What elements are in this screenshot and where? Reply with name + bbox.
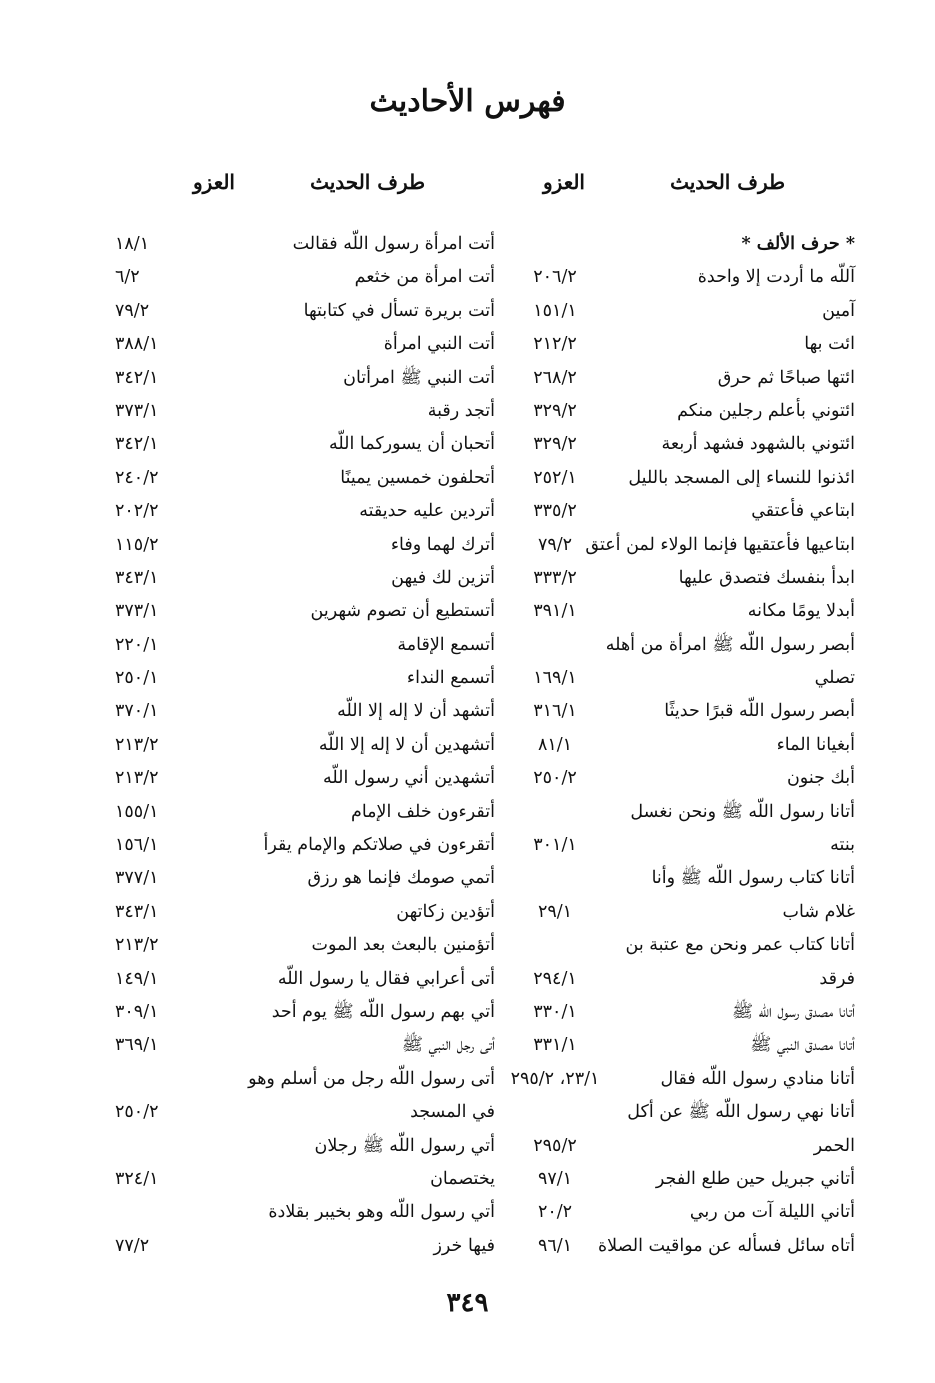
index-entry: [115, 228, 495, 261]
index-entry: [115, 929, 495, 962]
index-entry: [115, 462, 495, 495]
hadith-reference: ٣٧٧/١: [115, 868, 159, 889]
index-entry: [515, 963, 855, 996]
index-entry: [115, 1230, 495, 1263]
index-entry: [115, 963, 495, 996]
index-entry: [515, 896, 855, 929]
hadith-reference: ٩٦/١: [537, 1235, 573, 1256]
hadith-text: ائتوني بأعلم رجلين منكم: [677, 400, 855, 421]
index-entry: [135, 1063, 495, 1096]
hadith-text: أتي رسول اللّه ﷺ رجلان: [314, 1135, 495, 1156]
hadith-text: آمين: [822, 300, 855, 321]
hadith-reference: ٢٠٢/٢: [115, 501, 159, 522]
index-entry: [515, 328, 855, 361]
index-entry: [135, 1196, 495, 1229]
hadith-reference: ٣٣١/١: [533, 1035, 577, 1056]
hadith-reference: ١٨/١: [115, 234, 150, 254]
hadith-text: ابدأ بنفسك فتصدق عليها: [678, 567, 855, 588]
index-entry: [115, 695, 495, 728]
hadith-text: أتمي صومك فإنما هو رزق: [307, 868, 495, 889]
hadith-text: فيها خرز: [433, 1235, 495, 1256]
hadith-text: أتردين عليه حديقته: [359, 501, 495, 522]
index-entry: [115, 362, 495, 395]
index-entry: [515, 295, 855, 328]
index-entry: [115, 796, 495, 829]
hadith-text: أتت بريرة تسأل في كتابتها: [303, 300, 495, 321]
hadith-text: أتشهد أن لا إله إلا اللّه: [337, 701, 495, 722]
index-entry: [115, 896, 495, 929]
hadith-text: أتشهدين أن لا إله إلا اللّه: [318, 734, 495, 755]
hadith-text: يختصمان: [430, 1168, 495, 1189]
index-entry: [115, 395, 495, 428]
hadith-text: ابتاعي فأعتقي: [751, 501, 855, 522]
hadith-text: ائتوني بالشهود فشهد أربعة: [661, 434, 855, 455]
hadith-text: أتؤمنين بالبعث بعد الموت: [311, 935, 495, 956]
hadith-text: أبدلا يومًا مكانه: [747, 601, 855, 622]
index-entry: [115, 261, 495, 294]
index-entry: [515, 595, 855, 628]
index-entry: [115, 829, 495, 862]
hadith-reference: ٣٤٣/١: [115, 901, 159, 922]
hadith-reference: ٣٦٩/١: [115, 1035, 159, 1056]
index-entry: [515, 929, 855, 962]
index-entry: [115, 495, 495, 528]
hadith-reference: ٨١/١: [537, 734, 573, 755]
hadith-reference: ١١٥/٢: [115, 534, 159, 555]
index-entry: [515, 1230, 855, 1263]
index-entry: [115, 595, 495, 628]
hadith-reference: ٢٥٢/١: [533, 467, 577, 488]
index-entry: [515, 695, 855, 728]
index-entry: [515, 629, 855, 662]
hadith-reference: ٣٤٣/١: [115, 567, 159, 588]
hadith-text: أتانا رسول اللّه ﷺ ونحن نغسل: [630, 801, 855, 822]
hadith-reference: ٣٣٠/١: [533, 1001, 577, 1022]
hadith-reference: ٣٩١/١: [533, 601, 577, 622]
hadith-text: أتت امرأة رسول اللّه فقالت: [292, 234, 495, 254]
right-ref-header: العزو: [543, 170, 585, 194]
index-entry: [115, 996, 495, 1029]
hadith-text: أتانا منادي رسول اللّه فقال: [660, 1068, 855, 1089]
hadith-reference: ٣٠٩/١: [115, 1001, 159, 1022]
hadith-reference: ٢٥٠/١: [115, 668, 159, 689]
hadith-reference: ٢٢٠/١: [115, 634, 159, 655]
hadith-text: أتحلفون خمسين يمينًا: [340, 467, 495, 488]
hadith-reference: ٧٩/٢: [115, 300, 150, 321]
hadith-text: ابتاعيها فأعتقيها فإنما الولاء لمن أعتق: [585, 534, 855, 555]
index-entry: [115, 295, 495, 328]
hadith-text: أتانا كتاب رسول اللّه ﷺ وأنا: [651, 868, 855, 889]
hadith-reference: ٣٤٢/١: [115, 367, 159, 388]
index-entry: [115, 1096, 495, 1129]
hadith-text: غلام شاب: [782, 901, 855, 922]
left-hadith-header: طرف الحديث: [310, 170, 425, 194]
right-hadith-header: طرف الحديث: [670, 170, 785, 194]
hadith-text: أتى أعرابي فقال يا رسول اللّه: [277, 968, 495, 989]
hadith-text: أتقرءون خلف الإمام: [350, 801, 495, 822]
index-entry: [115, 1163, 495, 1196]
hadith-text: أتستطيع أن تصوم شهرين: [310, 601, 495, 622]
hadith-reference: ٢٥٠/٢: [533, 768, 577, 789]
hadith-reference: ٣٧٣/١: [115, 400, 159, 421]
hadith-text: أتسمع الإقامة: [397, 634, 495, 655]
hadith-reference: ٣٣٣/٢: [533, 567, 577, 588]
hadith-reference: ٣٧٠/١: [115, 701, 159, 722]
index-entry: [515, 829, 855, 862]
hadith-text: ائذنوا للنساء إلى المسجد بالليل: [628, 467, 855, 488]
index-entry: [115, 662, 495, 695]
index-entry: [515, 495, 855, 528]
left-ref-header: العزو: [193, 170, 235, 194]
hadith-reference: ٩٧/١: [537, 1168, 573, 1189]
hadith-reference: ١٤٩/١: [115, 968, 159, 989]
hadith-reference: ٣٨٨/١: [115, 334, 159, 355]
index-entry: [515, 562, 855, 595]
index-entry: [115, 729, 495, 762]
hadith-text: أتانا مصدق النبي ﷺ: [750, 1035, 855, 1056]
index-entry: [515, 261, 855, 294]
hadith-text: أترك لهما وفاء: [390, 534, 495, 555]
index-entry: [515, 362, 855, 395]
hadith-text: أتؤدين زكاتهن: [396, 901, 495, 922]
index-entry: [515, 428, 855, 461]
hadith-text: أتانا كتاب عمر ونحن مع عتبة بن: [625, 935, 855, 956]
hadith-reference: ٣٢٤/١: [115, 1168, 159, 1189]
hadith-reference: ٢١٢/٢: [533, 334, 577, 355]
hadith-reference: ٢٥٠/٢: [115, 1102, 159, 1123]
hadith-text: آللّه ما أردت إلا واحدة: [697, 267, 855, 288]
index-entry: [115, 428, 495, 461]
index-entry: [115, 762, 495, 795]
index-entry: [515, 1096, 855, 1129]
hadith-text: أتزين لك فيهن: [391, 567, 495, 588]
hadith-text: أتسمع النداء: [406, 668, 495, 689]
hadith-reference: ٢٠٦/٢: [533, 267, 577, 288]
hadith-text: فرقد: [819, 968, 855, 989]
hadith-reference: ٣٢٩/٢: [533, 400, 577, 421]
hadith-text: أتقرءون في صلاتكم والإمام يقرأ: [263, 835, 495, 856]
hadith-reference: ٣٢٩/٢: [533, 434, 577, 455]
hadith-reference: ٢٤٠/٢: [115, 467, 159, 488]
hadith-text: ائتها صباحًا ثم حرق: [717, 367, 855, 388]
hadith-text: أتى رجل النبي ﷺ: [401, 1035, 495, 1056]
index-entry: [515, 1196, 855, 1229]
hadith-text: أتحبان أن يسوركما اللّه: [328, 434, 495, 455]
index-entry: [115, 529, 495, 562]
index-entry: [515, 862, 855, 895]
index-entry: [515, 762, 855, 795]
hadith-text: أتاه سائل فسأله عن مواقيت الصلاة: [597, 1235, 855, 1256]
hadith-reference: ٢١٣/٢: [115, 935, 159, 956]
hadith-text: تصلي: [814, 668, 855, 689]
hadith-reference: ٣٤٢/١: [115, 434, 159, 455]
hadith-reference: ٢٦٨/٢: [533, 367, 577, 388]
hadith-text: أبك جنون: [786, 768, 855, 789]
index-entry: [515, 228, 855, 261]
index-entry: [115, 629, 495, 662]
hadith-text: أبصر رسول اللّه ﷺ امرأة من أهله: [605, 634, 855, 655]
index-entry: [515, 395, 855, 428]
hadith-reference: ٢٩/١: [537, 901, 573, 922]
hadith-text: في المسجد: [410, 1102, 495, 1123]
hadith-reference: ٣٧٣/١: [115, 601, 159, 622]
hadith-reference: ١٥٥/١: [115, 801, 159, 822]
hadith-reference: ٢١٣/٢: [115, 768, 159, 789]
hadith-text: أتجد رقبة: [427, 400, 495, 421]
index-entry: [115, 1029, 495, 1062]
index-entry: [515, 1130, 855, 1163]
index-entry: [515, 662, 855, 695]
index-entry: [115, 862, 495, 895]
left-index-column: [115, 228, 495, 1263]
hadith-text: أتي رسول اللّه وهو بخيبر بقلادة: [268, 1202, 495, 1223]
hadith-text: * حرف الألف *: [741, 234, 855, 254]
hadith-reference: ١٦٩/١: [533, 668, 577, 689]
hadith-reference: ٣٣٥/٢: [533, 501, 577, 522]
index-entry: [515, 462, 855, 495]
page-title: فهرس الأحاديث: [369, 84, 566, 119]
hadith-text: أتشهدين أني رسول اللّه: [322, 768, 495, 789]
index-entry: [515, 996, 855, 1029]
hadith-reference: ٢٣/١، ٢٩٥/٢: [510, 1068, 600, 1089]
hadith-reference: ٢٠/٢: [537, 1202, 573, 1223]
index-entry: [515, 529, 855, 562]
hadith-text: أتانا مصدق رسول اللّه ﷺ: [731, 1001, 855, 1022]
hadith-text: أتاني جبريل حين طلع الفجر: [655, 1168, 855, 1189]
page-number: ٣٤٩: [446, 1288, 489, 1318]
hadith-text: ائت بها: [804, 334, 855, 355]
index-entry: [515, 729, 855, 762]
hadith-reference: ٢٩٤/١: [533, 968, 577, 989]
hadith-reference: ٦/٢: [115, 267, 140, 288]
hadith-text: أتت النبي امرأة: [383, 334, 495, 355]
hadith-reference: ٧٧/٢: [115, 1235, 150, 1256]
hadith-reference: ٢٩٥/٢: [533, 1135, 577, 1156]
hadith-reference: ٧٩/٢: [537, 534, 573, 555]
hadith-text: بنته: [830, 835, 855, 856]
hadith-reference: ٣٠١/١: [533, 835, 577, 856]
hadith-text: أتى رسول اللّه رجل من أسلم وهو: [248, 1068, 495, 1089]
hadith-text: أبصر رسول اللّه قبرًا حديثًا: [664, 701, 855, 722]
hadith-reference: ١٥١/١: [533, 300, 577, 321]
hadith-text: أتت النبي ﷺ امرأتان: [343, 367, 495, 388]
index-entry: [515, 1029, 855, 1062]
index-entry: [515, 1163, 855, 1196]
index-entry: [515, 796, 855, 829]
hadith-text: الحمر: [813, 1135, 855, 1156]
index-entry: [510, 1063, 855, 1096]
hadith-reference: ١٥٦/١: [115, 835, 159, 856]
hadith-text: أتت امرأة من خثعم: [354, 267, 495, 288]
index-entry: [115, 562, 495, 595]
hadith-reference: ٢١٣/٢: [115, 734, 159, 755]
hadith-text: أتاني الليلة آت من ربي: [689, 1202, 855, 1223]
index-entry: [115, 328, 495, 361]
hadith-text: أبغيانا الماء: [776, 734, 855, 755]
hadith-text: أتي بهم رسول اللّه ﷺ يوم أحد: [271, 1001, 495, 1022]
index-entry: [135, 1130, 495, 1163]
hadith-reference: ٣١٦/١: [533, 701, 577, 722]
hadith-text: أتانا نهي رسول اللّه ﷺ عن أكل: [627, 1102, 855, 1123]
right-index-column: [510, 228, 855, 1263]
